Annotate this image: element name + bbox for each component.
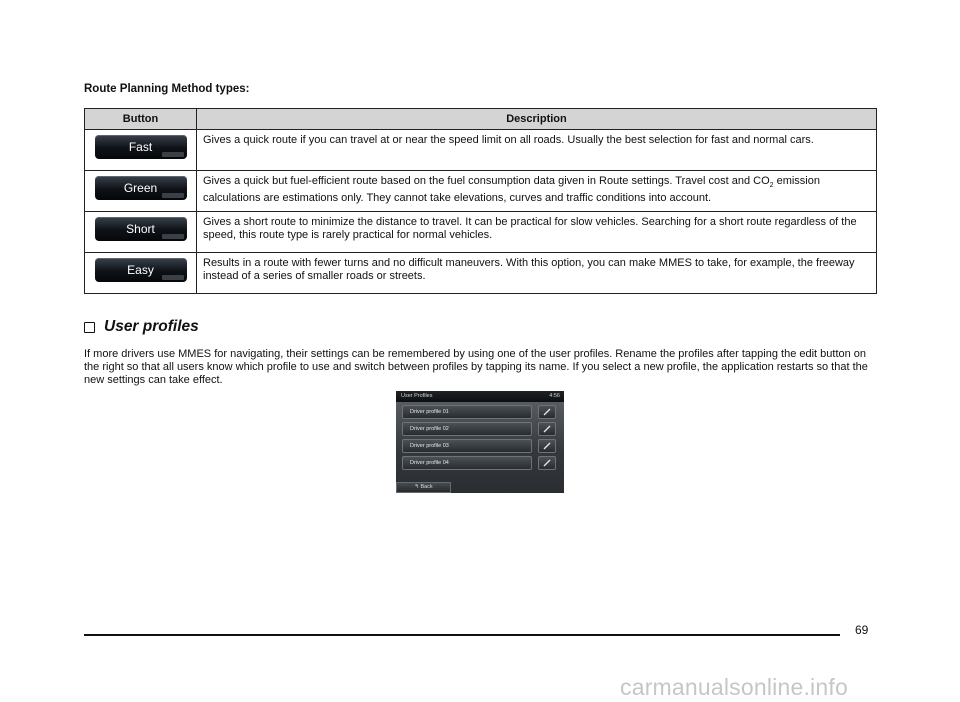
header-button: Button bbox=[85, 109, 197, 130]
edit-profile-03-button bbox=[538, 439, 556, 453]
fast-description: Gives a quick route if you can travel at or near the speed limit on all roads. Usually the best selection for fast and normal cars. bbox=[197, 130, 877, 171]
page-number: 69 bbox=[855, 623, 869, 637]
pencil-icon bbox=[542, 458, 552, 468]
user-profiles-heading: User profiles bbox=[84, 318, 199, 336]
table-row bbox=[85, 212, 877, 253]
driver-profile-02: Driver profile 02 bbox=[402, 422, 532, 436]
table-row bbox=[85, 130, 877, 171]
checkbox-bullet-icon bbox=[84, 322, 95, 333]
short-description: Gives a short route to minimize the distance to travel. It can be practical for slow vehicles. Searching for a short route regardless of the speed, this route type is rarely practical for normal vehicles. bbox=[197, 212, 877, 253]
driver-profile-03: Driver profile 03 bbox=[402, 439, 532, 453]
pencil-icon bbox=[542, 407, 552, 417]
user-profiles-paragraph: If more drivers use MMES for navigating, their settings can be remembered by using one of the user profiles. Rename the profiles after tapping the edit button on the right so that all users know which profile to use and switch between profiles by tapping its name. If you select a new profile, the application restarts so that the new settings can take effect. bbox=[84, 348, 868, 386]
easy-description: Results in a route with fewer turns and no difficult maneuvers. With this option, you can make MMES to take, for example, the freeway instead of a series of smaller roads or streets. bbox=[197, 253, 877, 294]
fast-button: Fast bbox=[95, 135, 187, 159]
edit-profile-04-button bbox=[538, 456, 556, 470]
edit-profile-02-button bbox=[538, 422, 556, 436]
pencil-icon bbox=[542, 441, 552, 451]
easy-button: Easy bbox=[95, 258, 187, 282]
table-row bbox=[85, 253, 877, 294]
device-title: User Profiles bbox=[401, 393, 433, 399]
device-time: 4:56 bbox=[549, 393, 560, 399]
driver-profile-01: Driver profile 01 bbox=[402, 405, 532, 419]
back-button: ↰ Back bbox=[396, 482, 451, 493]
section-heading: Route Planning Method types: bbox=[84, 83, 250, 95]
edit-profile-01-button bbox=[538, 405, 556, 419]
green-button: Green bbox=[95, 176, 187, 200]
device-header bbox=[396, 391, 564, 402]
header-description: Description bbox=[197, 109, 877, 130]
table-row bbox=[85, 171, 877, 212]
route-method-table bbox=[84, 108, 877, 294]
green-description: Gives a quick but fuel-efficient route based on the fuel consumption data given in Route settings. Travel cost and $CO_2$ emission calculations are estimations only. They cannot take elevations, curves and traffic conditions into account. bbox=[197, 171, 877, 212]
pencil-icon bbox=[542, 424, 552, 434]
short-button: Short bbox=[95, 217, 187, 241]
watermark: carmanualsonline.info bbox=[620, 674, 848, 700]
footer-rule bbox=[84, 634, 840, 636]
user-profiles-screenshot bbox=[396, 391, 564, 493]
driver-profile-04: Driver profile 04 bbox=[402, 456, 532, 470]
back-arrow-icon: ↰ bbox=[414, 484, 419, 490]
